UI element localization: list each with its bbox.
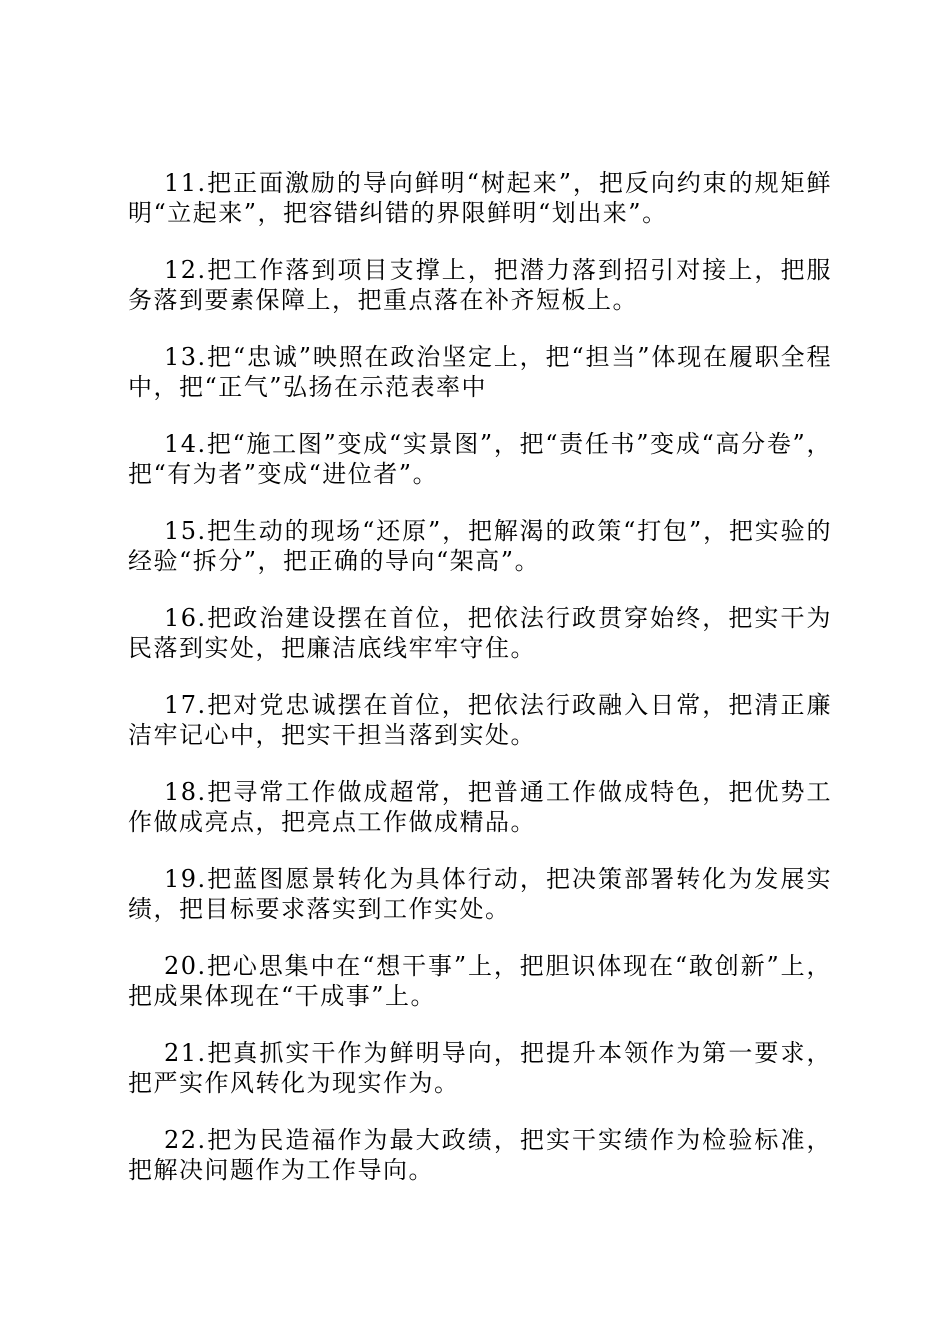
- paragraph-14: 14.把“施工图”变成“实景图”，把“责任书”变成“高分卷”，把“有为者”变成“进位者”。: [128, 430, 832, 488]
- paragraph-16: 16.把政治建设摆在首位，把依法行政贯穿始终，把实干为民落到实处，把廉洁底线牢牢守住。: [128, 604, 832, 662]
- paragraph-15: 15.把生动的现场“还原”，把解渴的政策“打包”，把实验的经验“拆分”，把正确的导向“架高”。: [128, 517, 832, 575]
- paragraph-20: 20.把心思集中在“想干事”上，把胆识体现在“敢创新”上，把成果体现在“干成事”上。: [128, 952, 832, 1010]
- paragraph-17: 17.把对党忠诚摆在首位，把依法行政融入日常，把清正廉洁牢记心中，把实干担当落到实处。: [128, 691, 832, 749]
- paragraph-12: 12.把工作落到项目支撑上，把潜力落到招引对接上，把服务落到要素保障上，把重点落在补齐短板上。: [128, 256, 832, 314]
- paragraph-19: 19.把蓝图愿景转化为具体行动，把决策部署转化为发展实绩，把目标要求落实到工作实处。: [128, 865, 832, 923]
- document-body: [128, 168, 832, 1212]
- paragraph-13: 13.把“忠诚”映照在政治坚定上，把“担当”体现在履职全程中，把“正气”弘扬在示范表率中: [128, 343, 832, 401]
- paragraph-21: 21.把真抓实干作为鲜明导向，把提升本领作为第一要求，把严实作风转化为现实作为。: [128, 1039, 832, 1097]
- paragraph-18: 18.把寻常工作做成超常，把普通工作做成特色，把优势工作做成亮点，把亮点工作做成精品。: [128, 778, 832, 836]
- paragraph-11: 11.把正面激励的导向鲜明“树起来”，把反向约束的规矩鲜明“立起来”，把容错纠错的界限鲜明“划出来”。: [128, 169, 832, 227]
- paragraph-22: 22.把为民造福作为最大政绩，把实干实绩作为检验标准，把解决问题作为工作导向。: [128, 1126, 832, 1184]
